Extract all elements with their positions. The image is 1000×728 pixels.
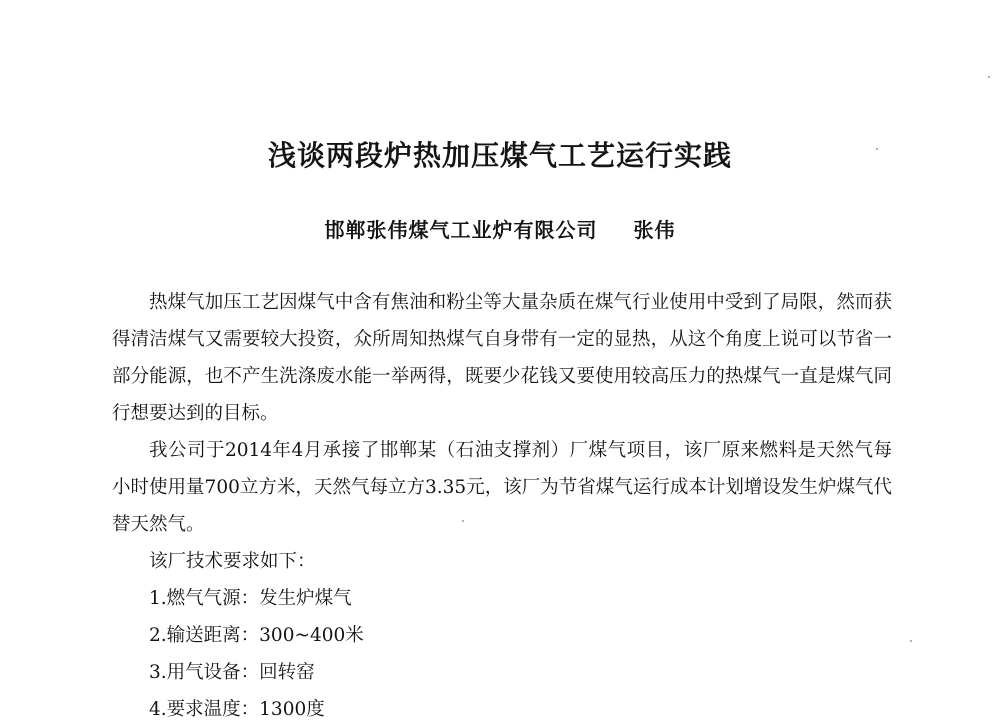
paragraph-intro: 热煤气加压工艺因煤气中含有焦油和粉尘等大量杂质在煤气行业使用中受到了局限，然而获得清洁煤气又需要较大投资，众所周知热煤气自身带有一定的显热，从这个角度上说可以节省一部分能源，也不产生洗涤废水能一举两得，既要少花钱又要使用较高压力的热煤气一直是煤气同行想要达到的目标。 (112, 292, 892, 424)
paragraph-project: 我公司于2014年4月承接了邯郸某（石油支撑剂）厂煤气项目，该厂原来燃料是天然气每小时使用量700立方米，天然气每立方3.35元，该厂为节省煤气运行成本计划增设发生炉煤气代替天然气。 (112, 440, 892, 535)
scan-speck (462, 520, 464, 522)
scan-speck (876, 148, 878, 150)
list-item: 2.输送距离：300~400米 (149, 625, 364, 646)
requirements-list (112, 580, 892, 728)
scan-speck (988, 76, 990, 78)
author-name: 张伟 (633, 218, 676, 242)
list-item: 3.用气设备：回转窑 (149, 662, 315, 683)
list-item: 1.燃气气源：发生炉煤气 (149, 588, 352, 609)
scan-speck (910, 640, 912, 642)
list-item: 4.要求温度：1300度 (149, 699, 325, 720)
organization-name: 邯郸张伟煤气工业炉有限公司 (324, 218, 598, 242)
byline (0, 214, 1000, 246)
paragraph-requirements-lead: 该厂技术要求如下： (149, 551, 316, 572)
article-body (112, 284, 892, 728)
document-title: 浅谈两段炉热加压煤气工艺运行实践 (267, 139, 732, 172)
